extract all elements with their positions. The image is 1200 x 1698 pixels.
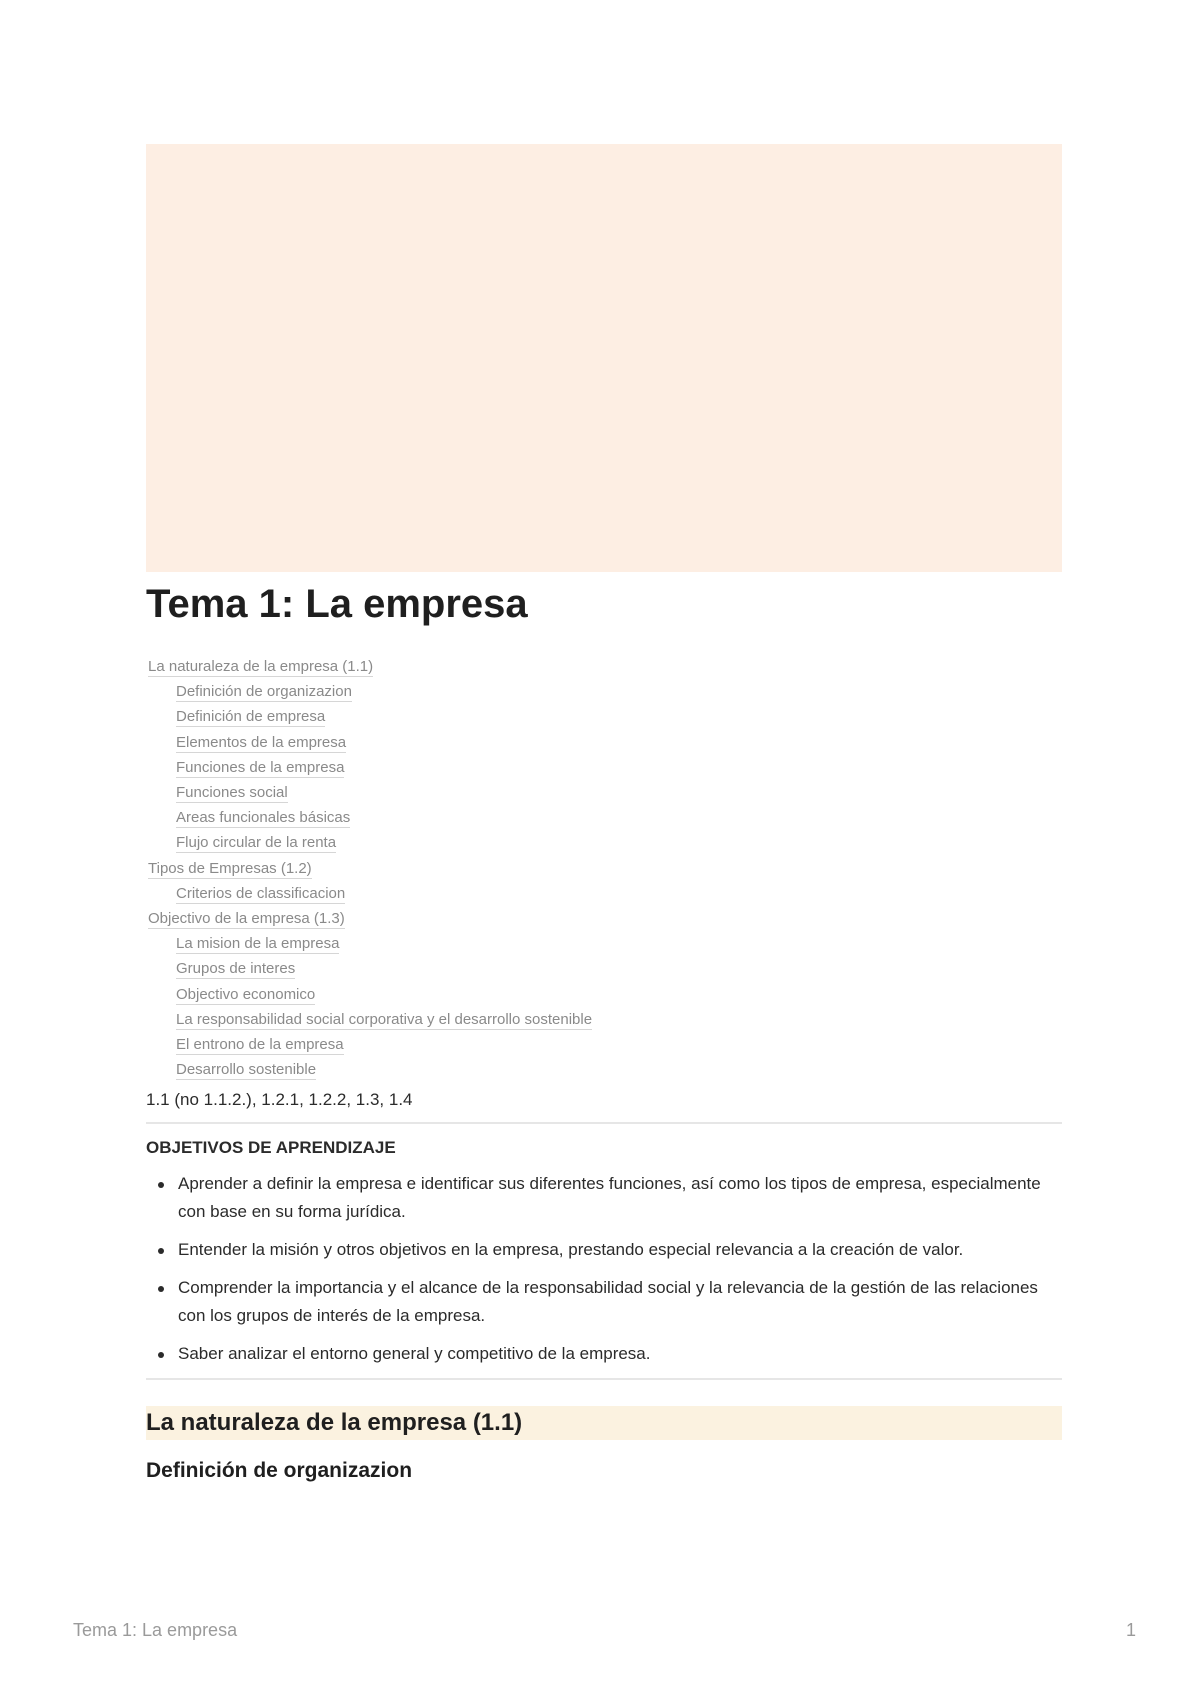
objective-item: Comprender la importancia y el alcance de la responsabilidad social y la relevancia de la gestión de las relaciones con los grupos de interés de la empresa. (178, 1274, 1062, 1330)
toc-link-label: El entrono de la empresa (176, 1036, 344, 1054)
toc-link[interactable] (146, 1007, 1062, 1032)
section-references: 1.1 (no 1.1.2.), 1.2.1, 1.2.2, 1.3, 1.4 (146, 1090, 413, 1110)
divider (146, 1378, 1062, 1380)
toc-link-label: La mision de la empresa (176, 935, 340, 953)
objective-item: Aprender a definir la empresa e identificar sus diferentes funciones, así como los tipos de empresa, especialmente con base en su forma jurídica. (178, 1170, 1062, 1226)
toc-link-label: Funciones social (176, 784, 288, 802)
toc-link[interactable] (146, 881, 1062, 906)
toc-link[interactable] (146, 956, 1062, 981)
page-content (146, 144, 1062, 1486)
toc-link[interactable] (146, 704, 1062, 729)
toc-link-label: Areas funcionales básicas (176, 809, 351, 827)
toc-link[interactable] (146, 856, 1062, 881)
toc-link-label: Objectivo de la empresa (1.3) (148, 910, 345, 928)
toc-link[interactable] (146, 679, 1062, 704)
objective-item: Entender la misión y otros objetivos en la empresa, prestando especial relevancia a la creación de valor. (178, 1236, 1062, 1264)
toc-link[interactable] (146, 805, 1062, 830)
toc-link[interactable] (146, 982, 1062, 1007)
toc-link-label: La naturaleza de la empresa (1.1) (148, 658, 374, 675)
toc-link-label: Tipos de Empresas (1.2) (148, 859, 312, 877)
toc-link[interactable] (146, 780, 1062, 805)
toc-link-label: Definición de empresa (176, 708, 326, 726)
objectives-list (146, 1170, 1062, 1368)
toc-link[interactable] (146, 931, 1062, 956)
toc-link-label: Criterios de classificacion (176, 884, 346, 902)
objectives-heading: OBJETIVOS DE APRENDIZAJE (146, 1138, 396, 1158)
toc-link[interactable] (146, 755, 1062, 780)
objective-item: Saber analizar el entorno general y competitivo de la empresa. (178, 1340, 1062, 1368)
toc-link-label: Definición de organizazion (176, 683, 352, 701)
section-heading: La naturaleza de la empresa (1.1) (146, 1406, 1062, 1440)
toc-link[interactable] (146, 1057, 1062, 1082)
table-of-contents (146, 654, 1062, 1082)
toc-link-label: Desarrollo sostenible (176, 1061, 317, 1079)
footer-title: Tema 1: La empresa (73, 1620, 238, 1640)
toc-link-label: Flujo circular de la renta (176, 834, 337, 852)
toc-link-label: Grupos de interes (176, 960, 296, 978)
toc-link-label: Objectivo economico (176, 985, 316, 1003)
toc-link[interactable] (146, 906, 1062, 931)
toc-link-label: Elementos de la empresa (176, 733, 347, 751)
toc-link-label: Funciones de la empresa (176, 758, 345, 776)
toc-link[interactable] (146, 730, 1062, 755)
divider (146, 1122, 1062, 1124)
toc-link[interactable] (146, 654, 1062, 679)
toc-link[interactable] (146, 1032, 1062, 1057)
page-title: Tema 1: La empresa (146, 582, 528, 626)
toc-link[interactable] (146, 830, 1062, 855)
subsection-heading: Definición de organizazion (146, 1459, 413, 1483)
toc-link-label: La responsabilidad social corporativa y el desarrollo sostenible (176, 1010, 593, 1028)
cover-image (146, 144, 1062, 572)
footer-page-number: 1 (1125, 1620, 1136, 1640)
